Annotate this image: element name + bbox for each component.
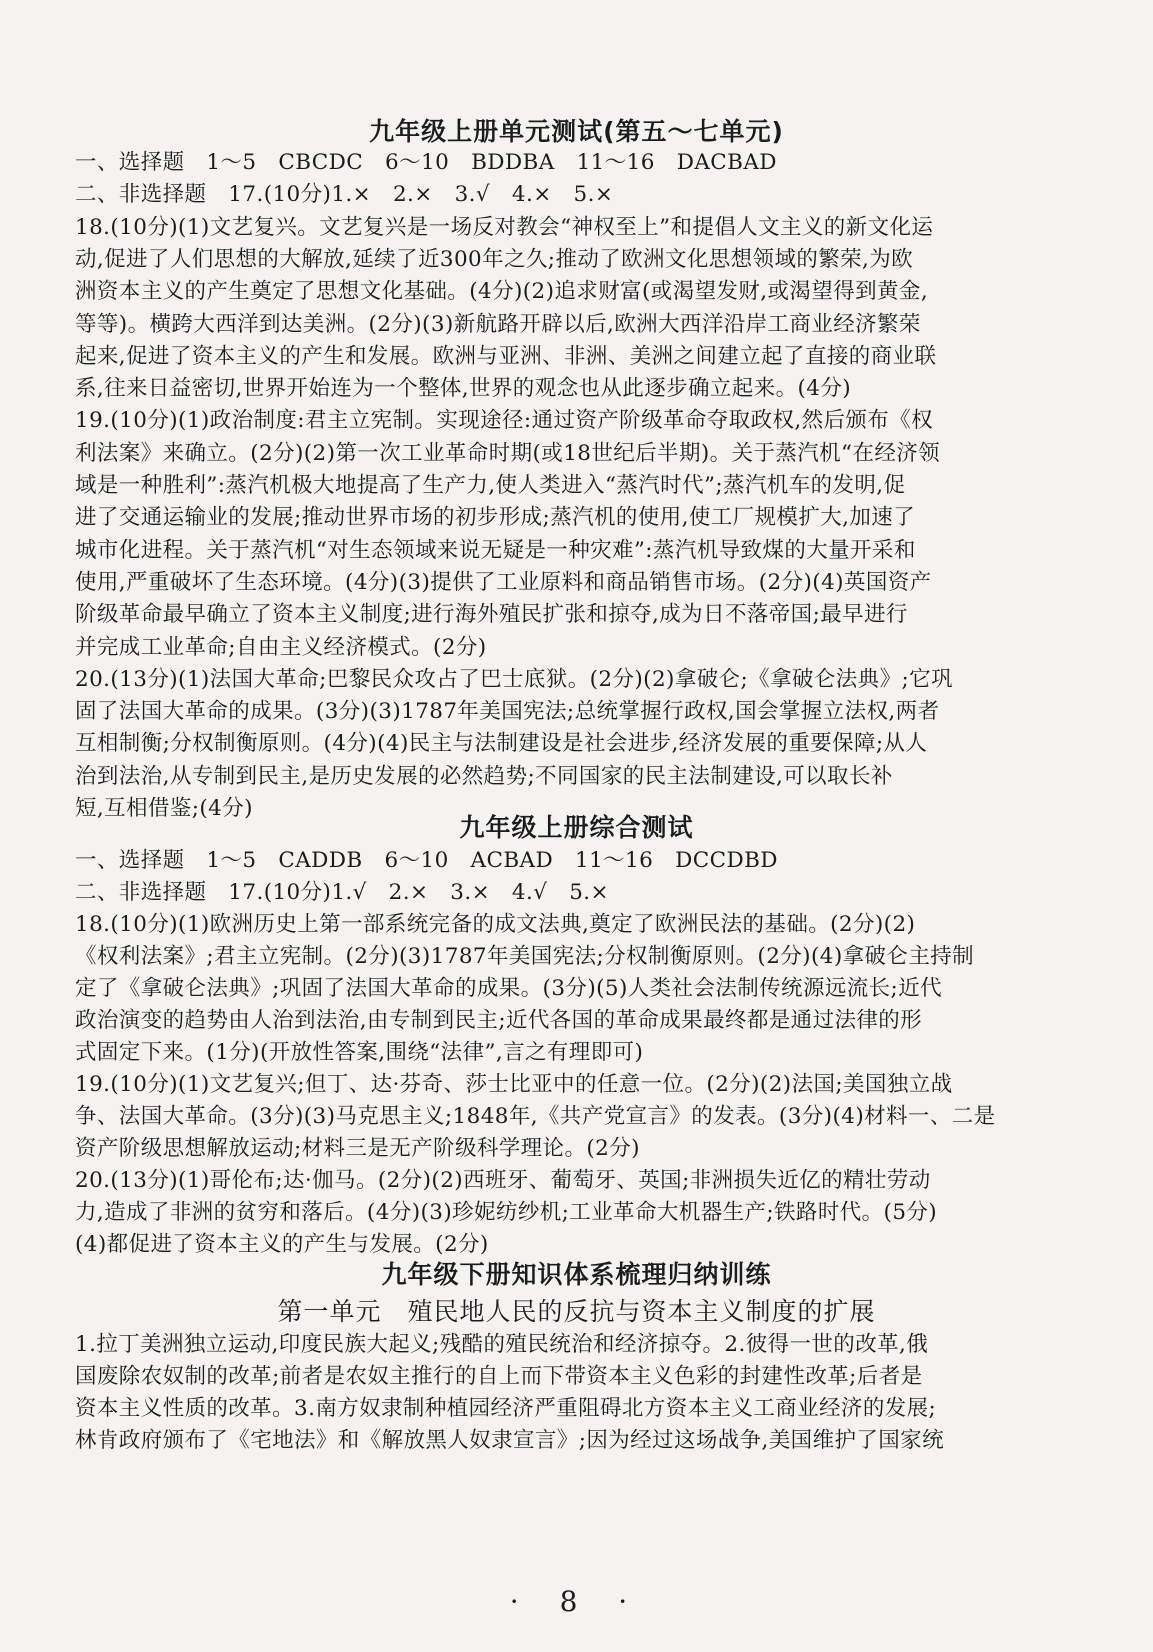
answer-line: 资产阶级思想解放运动;材料三是无产阶级科学理论。(2分): [75, 1136, 640, 1161]
answer-line: 政治演变的趋势由人治到法治,由专制到民主;近代各国的革命成果最终都是通过法律的形: [75, 1008, 923, 1033]
answer-line: 一、选择题 1～5 CBCDC 6～10 BDDBA 11～16 DACBAD: [75, 150, 777, 175]
answer-line: 争、法国大革命。(3分)(3)马克思主义;1848年,《共产党宣言》的发表。(3分)(4)材料一、二是: [75, 1104, 996, 1129]
answer-line: 20.(13分)(1)法国大革命;巴黎民众攻占了巴士底狱。(2分)(2)拿破仑;《拿破仑法典》;它巩: [75, 666, 953, 692]
answer-line: 城市化进程。关于蒸汽机“对生态领域来说无疑是一种灾难”:蒸汽机导致煤的大量开采和: [75, 537, 916, 563]
section-title-knowledge-review: 九年级下册知识体系梳理归纳训练: [381, 1260, 772, 1289]
answer-line: 一、选择题 1～5 CADDB 6～10 ACBAD 11～16 DCCDBD: [75, 848, 778, 873]
answer-line: 19.(10分)(1)文艺复兴;但丁、达·芬奇、莎士比亚中的任意一位。(2分)(2)法国;美国独立战: [75, 1072, 953, 1097]
page-number: · 8 ·: [509, 1585, 644, 1618]
answer-line: 利法案》来确立。(2分)(2)第一次工业革命时期(或18世纪后半期)。关于蒸汽机“在经济领: [75, 440, 941, 466]
answer-line: 起来,促进了资本主义的产生和发展。欧洲与亚洲、非洲、美洲之间建立起了直接的商业联: [75, 343, 937, 369]
section-title-unit-test: 九年级上册单元测试(第五～七单元): [369, 117, 784, 146]
answer-line: (4)都促进了资本主义的产生与发展。(2分): [75, 1232, 489, 1257]
answer-line: 等等)。横跨大西洋到达美洲。(2分)(3)新航路开辟以后,欧洲大西洋沿岸工商业经济繁荣: [75, 311, 921, 337]
answer-line: 18.(10分)(1)文艺复兴。文艺复兴是一场反对教会“神权至上”和提倡人文主义的新文化运: [75, 214, 934, 240]
answer-line: 治到法治,从专制到民主,是历史发展的必然趋势;不同国家的民主法制建设,可以取长补: [75, 763, 893, 789]
answer-line: 力,造成了非洲的贫穷和落后。(4分)(3)珍妮纺纱机;工业革命大机器生产;铁路时代。(5分): [75, 1200, 938, 1225]
answer-line: 固了法国大革命的成果。(3分)(3)1787年美国宪法;总统掌握行政权,国会掌握立法权,两者: [75, 699, 940, 725]
answer-line: 并完成工业革命;自由主义经济模式。(2分): [75, 634, 487, 660]
answer-line: 资本主义性质的改革。3.南方奴隶制种植园经济严重阻碍北方资本主义工商业经济的发展;: [75, 1396, 937, 1421]
answer-line: 20.(13分)(1)哥伦布;达·伽马。(2分)(2)西班牙、葡萄牙、英国;非洲损失近亿的精壮劳动: [75, 1168, 931, 1193]
answer-line: 互相制衡;分权制衡原则。(4分)(4)民主与法制建设是社会进步,经济发展的重要保障;从人: [75, 731, 928, 757]
answer-line: 使用,严重破坏了生态环境。(4分)(3)提供了工业原料和商品销售市场。(2分)(4)英国资产: [75, 569, 932, 595]
answer-line: 式固定下来。(1分)(开放性答案,围绕“法律”,言之有理即可): [75, 1040, 644, 1065]
answer-line: 林肯政府颁布了《宅地法》和《解放黑人奴隶宣言》;因为经过这场战争,美国维护了国家统: [75, 1428, 944, 1453]
answer-line: 系,往来日益密切,世界开始连为一个整体,世界的观念也从此逐步确立起来。(4分): [75, 376, 852, 402]
answer-line: 域是一种胜利”:蒸汽机极大地提高了生产力,使人类进入“蒸汽时代”;蒸汽机车的发明,促: [75, 473, 906, 498]
answer-line: 短,互相借鉴;(4分): [75, 796, 253, 821]
answer-line: 进了交通运输业的发展;推动世界市场的初步形成;蒸汽机的使用,使工厂规模扩大,加速了: [75, 505, 916, 531]
unit-subtitle: 第一单元 殖民地人民的反抗与资本主义制度的扩展: [277, 1297, 876, 1326]
answer-line: 二、非选择题 17.(10分)1.√ 2.× 3.× 4.√ 5.×: [75, 880, 609, 905]
answer-line: 19.(10分)(1)政治制度:君主立宪制。实现途径:通过资产阶级革命夺取政权,然后颁布《权: [75, 408, 934, 434]
answer-line: 动,促进了人们思想的大解放,延续了近300年之久;推动了欧洲文化思想领域的繁荣,为欧: [75, 246, 914, 272]
answer-line: 18.(10分)(1)欧洲历史上第一部系统完备的成文法典,奠定了欧洲民法的基础。(2分)(2): [75, 912, 916, 937]
answer-line: 1.拉丁美洲独立运动,印度民族大起义;残酷的殖民统治和经济掠夺。2.彼得一世的改革,俄: [75, 1332, 929, 1357]
section-title-comprehensive-test: 九年级上册综合测试: [459, 813, 694, 842]
answer-line: 《权利法案》;君主立宪制。(2分)(3)1787年美国宪法;分权制衡原则。(2分)(4)拿破仑主持制: [75, 944, 975, 969]
answer-line: 阶级革命最早确立了资本主义制度;进行海外殖民扩张和掠夺,成为日不落帝国;最早进行: [75, 602, 908, 628]
answer-line: 国废除农奴制的改革;前者是农奴主推行的自上而下带资本主义色彩的封建性改革;后者是: [75, 1364, 923, 1389]
answer-line: 洲资本主义的产生奠定了思想文化基础。(4分)(2)追求财富(或渴望发财,或渴望得到黄金,: [75, 279, 929, 305]
answer-line: 二、非选择题 17.(10分)1.× 2.× 3.√ 4.× 5.×: [75, 182, 614, 208]
answer-line: 定了《拿破仑法典》;巩固了法国大革命的成果。(3分)(5)人类社会法制传统源远流长;近代: [75, 976, 943, 1001]
